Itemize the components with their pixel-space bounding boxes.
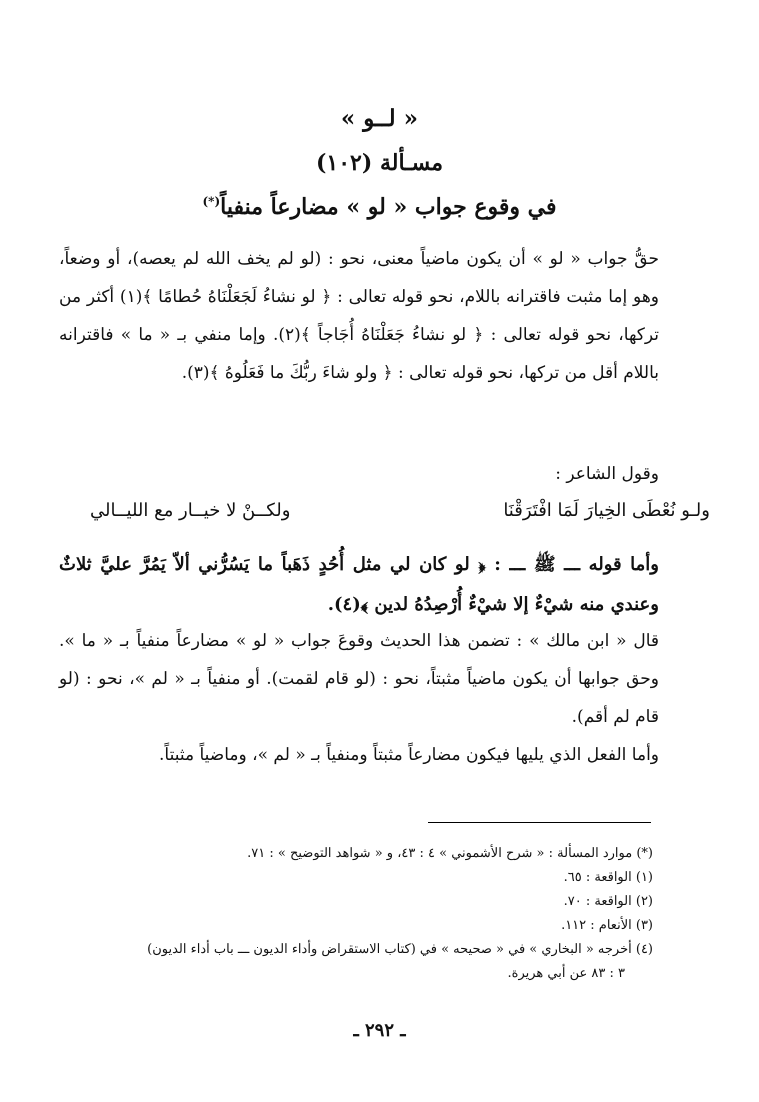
poetry-verse bbox=[90, 500, 710, 538]
ibn-malik-commentary: قال « ابن مالك » : تضمن هذا الحديث وقوعَ جواب « لو » مضارعاً منفياً بـ « ما ». وحق جوابها أن يكون ماضياً مثبتاً، نحو : (لو قام لقمت). أو منفياً بـ « لم »، نحو : (لو قام لم أقم). bbox=[59, 631, 659, 727]
verse-first-hemistich: ولـو نُعْطَى الخِيارَ لَمَا افْتَرَقْنَا bbox=[503, 500, 710, 521]
footnote-1: (١) الواقعة : ٦٥. bbox=[563, 870, 653, 885]
footnote-4: (٤) أخرجه « البخاري » في « صحيحه » في (كتاب الاستقراض وأداء الديون ـــ باب أداء الديون) bbox=[147, 942, 653, 957]
footnote-2: (٢) الواقعة : ٧٠. bbox=[563, 894, 653, 909]
hadith-paragraph: وأما قوله ـــ ﷺ ـــ : ﴿ لو كان لي مثل أُحُدٍ ذَهَباً ما يَسُرُّني ألاّ يَمُرَّ عليَّ ثلاثٌ وعندي منه شيْءٌ إلا شيْءٌ أُرْصِدُهُ لدين ﴾(٤). bbox=[59, 554, 659, 615]
issue-title bbox=[0, 194, 759, 220]
issue-title-footnote-mark: (*) bbox=[202, 194, 221, 209]
footnotes bbox=[53, 842, 653, 986]
issue-title-text: في وقوع جواب « لو » مضارعاً منفياً bbox=[220, 194, 557, 220]
poet-intro: وقول الشاعر : bbox=[555, 464, 659, 484]
issue-number: مسـألة (١٠٢) bbox=[316, 150, 443, 176]
footnote-divider bbox=[428, 822, 651, 823]
section-heading: « لــو » bbox=[340, 105, 419, 132]
ibn-malik-paragraph bbox=[59, 622, 659, 774]
footnote-star: (*) موارد المسألة : « شرح الأشموني » ٤ : ٤٣، و « شواهد التوضيح » : ٧١. bbox=[247, 846, 653, 861]
following-verb-note: وأما الفعل الذي يليها فيكون مضارعاً مثبتاً ومنفياً بـ « لم »، وماضياً مثبتاً. bbox=[159, 745, 659, 765]
page-number: ـ ٢٩٢ ـ bbox=[353, 1020, 406, 1041]
verse-second-hemistich: ولكــنْ لا خيــار مع الليــالي bbox=[90, 500, 291, 521]
footnote-3: (٣) الأنعام : ١١٢. bbox=[561, 918, 653, 933]
paragraph-lo-answer-rule: حقُّ جواب « لو » أن يكون ماضياً معنى، نحو : (لو لم يخف الله لم يعصه)، أو وضعاً، وهو إما مثبت فاقترانه باللام، نحو قوله تعالى : ﴿ لو نشاءُ لَجَعَلْنَاهُ حُطامًا ﴾(١) أكثر من تركها، نحو قوله تعالى : ﴿ لو نشاءُ جَعَلْنَاهُ أُجَاجاً ﴾(٢). وإما منفي بـ « ما » فاقترانه باللام أقل من تركها، نحو قوله تعالى : ﴿ ولو شاءَ ربُّكَ ما فَعَلُوهُ ﴾(٣). bbox=[59, 249, 659, 383]
footnote-4-continuation: ٣ : ٨٣ عن أبي هريرة. bbox=[507, 966, 625, 981]
